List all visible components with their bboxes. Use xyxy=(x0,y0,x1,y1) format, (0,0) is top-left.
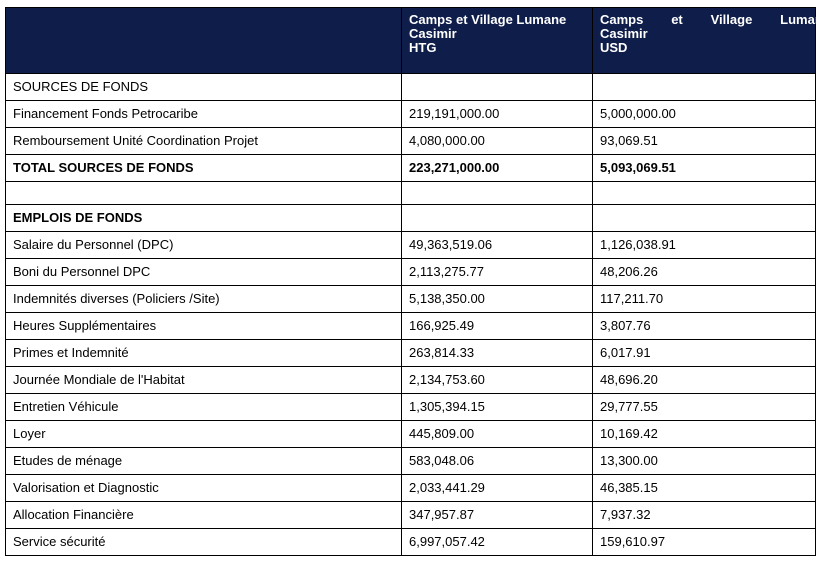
row-htg-cell: 5,138,350.00 xyxy=(402,286,593,313)
row-usd-cell: 1,126,038.91 xyxy=(593,232,816,259)
row-htg-cell xyxy=(402,205,593,232)
table-row xyxy=(6,340,816,367)
header-htg-cell xyxy=(402,8,593,74)
header-htg-line1: Camps et Village Lumane xyxy=(409,12,567,27)
row-usd-cell: 10,169.42 xyxy=(593,421,816,448)
row-htg-cell: 166,925.49 xyxy=(402,313,593,340)
table-header-row xyxy=(6,8,816,74)
row-label-cell: Boni du Personnel DPC xyxy=(6,259,402,286)
funds-table xyxy=(5,7,830,556)
row-htg-cell: 583,048.06 xyxy=(402,448,593,475)
row-htg-cell: 49,363,519.06 xyxy=(402,232,593,259)
row-htg-cell: 445,809.00 xyxy=(402,421,593,448)
table-row xyxy=(6,286,816,313)
row-usd-cell xyxy=(593,205,816,232)
row-usd-cell: 46,385.15 xyxy=(593,475,816,502)
row-label-cell: Financement Fonds Petrocaribe xyxy=(6,101,402,128)
row-usd-cell: 3,807.76 xyxy=(593,313,816,340)
row-htg-cell: 1,305,394.15 xyxy=(402,394,593,421)
row-label-cell xyxy=(6,182,402,205)
table-row xyxy=(6,182,816,205)
table-row xyxy=(6,155,816,182)
row-usd-cell xyxy=(593,74,816,101)
row-htg-cell: 223,271,000.00 xyxy=(402,155,593,182)
row-usd-cell: 159,610.97 xyxy=(593,529,816,556)
row-htg-cell: 219,191,000.00 xyxy=(402,101,593,128)
row-htg-cell: 2,113,275.77 xyxy=(402,259,593,286)
table-row xyxy=(6,205,816,232)
row-label-cell: EMPLOIS DE FONDS xyxy=(6,205,402,232)
table-row xyxy=(6,232,816,259)
row-htg-cell: 263,814.33 xyxy=(402,340,593,367)
table-row xyxy=(6,529,816,556)
header-usd-cell xyxy=(593,8,830,74)
table-row xyxy=(6,448,816,475)
header-usd-line1: Camps et Village Lumane xyxy=(600,12,830,27)
row-label-cell: Journée Mondiale de l'Habitat xyxy=(6,367,402,394)
row-label-cell: Entretien Véhicule xyxy=(6,394,402,421)
row-label-cell: Indemnités diverses (Policiers /Site) xyxy=(6,286,402,313)
header-htg-line2: Casimir xyxy=(409,26,457,41)
row-usd-cell: 13,300.00 xyxy=(593,448,816,475)
header-label-cell xyxy=(6,8,402,74)
row-usd-cell: 5,093,069.51 xyxy=(593,155,816,182)
row-htg-cell: 347,957.87 xyxy=(402,502,593,529)
row-label-cell: Etudes de ménage xyxy=(6,448,402,475)
row-usd-cell: 48,206.26 xyxy=(593,259,816,286)
row-htg-cell: 2,033,441.29 xyxy=(402,475,593,502)
table-row xyxy=(6,74,816,101)
row-label-cell: TOTAL SOURCES DE FONDS xyxy=(6,155,402,182)
row-usd-cell xyxy=(593,182,816,205)
row-label-cell: Service sécurité xyxy=(6,529,402,556)
row-label-cell: Valorisation et Diagnostic xyxy=(6,475,402,502)
table-row xyxy=(6,259,816,286)
row-label-cell: Remboursement Unité Coordination Projet xyxy=(6,128,402,155)
row-htg-cell: 4,080,000.00 xyxy=(402,128,593,155)
table-body xyxy=(6,74,816,556)
header-usd-line3: USD xyxy=(600,40,628,55)
row-label-cell: Salaire du Personnel (DPC) xyxy=(6,232,402,259)
table-row xyxy=(6,502,816,529)
row-usd-cell: 7,937.32 xyxy=(593,502,816,529)
table-row xyxy=(6,128,816,155)
table-row xyxy=(6,475,816,502)
header-htg-line3: HTG xyxy=(409,40,437,55)
row-htg-cell: 6,997,057.42 xyxy=(402,529,593,556)
row-usd-cell: 29,777.55 xyxy=(593,394,816,421)
table-row xyxy=(6,367,816,394)
row-usd-cell: 93,069.51 xyxy=(593,128,816,155)
table-row xyxy=(6,394,816,421)
row-usd-cell: 117,211.70 xyxy=(593,286,816,313)
row-htg-cell: 2,134,753.60 xyxy=(402,367,593,394)
row-label-cell: Heures Supplémentaires xyxy=(6,313,402,340)
table-row xyxy=(6,101,816,128)
row-usd-cell: 6,017.91 xyxy=(593,340,816,367)
row-usd-cell: 48,696.20 xyxy=(593,367,816,394)
table-row xyxy=(6,421,816,448)
row-htg-cell xyxy=(402,74,593,101)
row-label-cell: Primes et Indemnité xyxy=(6,340,402,367)
table-row xyxy=(6,313,816,340)
row-label-cell: SOURCES DE FONDS xyxy=(6,74,402,101)
row-label-cell: Loyer xyxy=(6,421,402,448)
row-usd-cell: 5,000,000.00 xyxy=(593,101,816,128)
funds-table-container xyxy=(5,7,830,556)
row-label-cell: Allocation Financière xyxy=(6,502,402,529)
row-htg-cell xyxy=(402,182,593,205)
header-usd-line2: Casimir xyxy=(600,26,648,41)
